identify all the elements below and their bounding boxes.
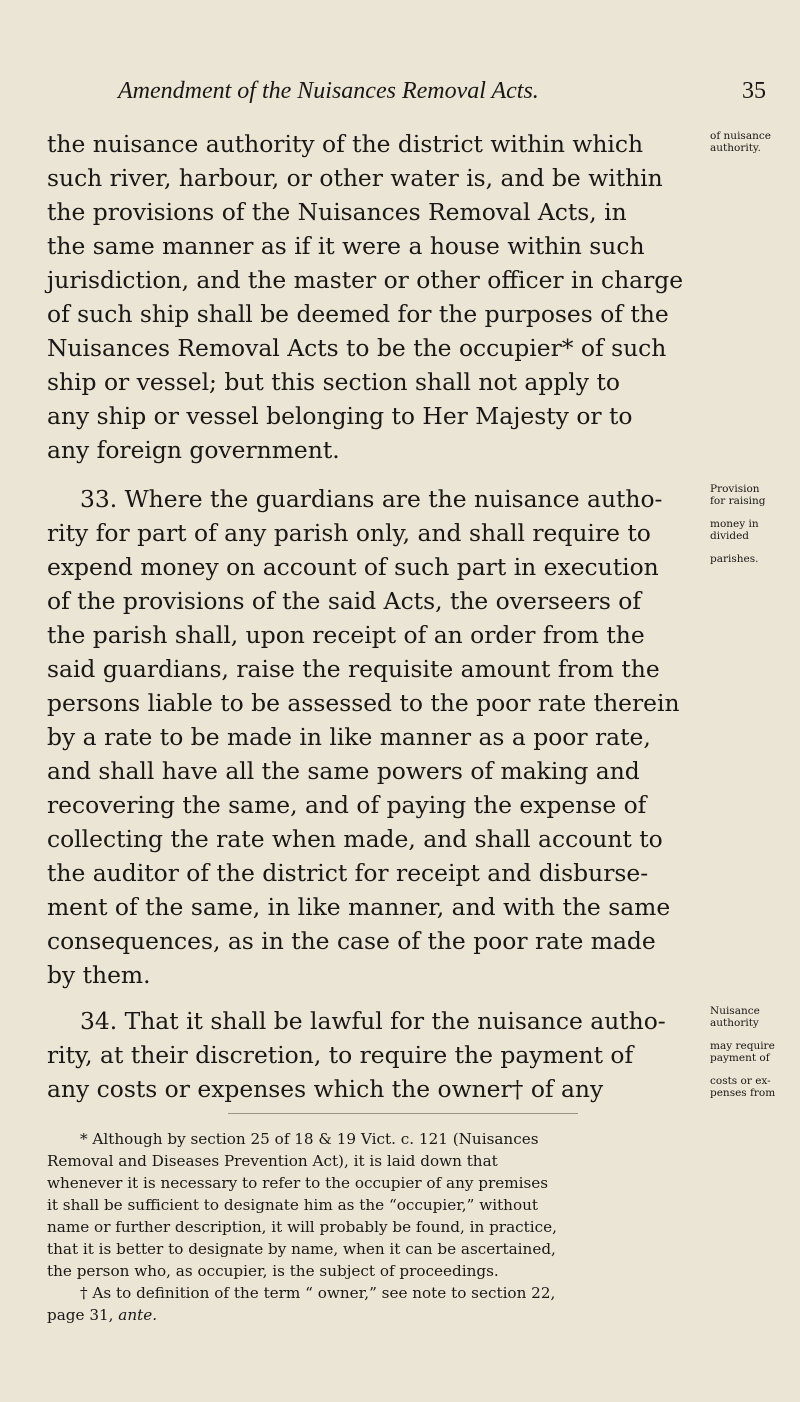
body-line: collecting the rate when made, and shall account to [47,825,663,853]
margin-note: costs or ex- [710,1075,771,1087]
body-line: the parish shall, upon receipt of an order from the [47,621,645,649]
body-line: of such ship shall be deemed for the purposes of the [47,300,669,328]
body-line: expend money on account of such part in execution [47,553,659,581]
body-line: by a rate to be made in like manner as a poor rate, [47,723,651,751]
body-line: the provisions of the Nuisances Removal Acts, in [47,198,627,226]
section-33-start: 33. Where the guardians are the nuisance autho- [80,485,663,513]
body-line: recovering the same, and of paying the expense of [47,791,647,819]
body-line: any costs or expenses which the owner† of any [47,1075,604,1103]
footnote-line: Removal and Diseases Prevention Act), it is laid down that [47,1152,498,1170]
body-line: such river, harbour, or other water is, and be within [47,164,663,192]
margin-note: Nuisance [710,1005,760,1017]
running-header [0,78,800,112]
margin-note: payment of [710,1052,770,1064]
margin-note: of nuisance [710,130,771,142]
body-line: any ship or vessel belonging to Her Majesty or to [47,402,633,430]
margin-note: Provision [710,483,760,495]
body-line: by them. [47,961,151,989]
margin-note: parishes. [710,553,759,565]
footnote-line: that it is better to designate by name, when it can be ascertained, [47,1240,556,1258]
body-line: the nuisance authority of the district within which [47,130,644,158]
footnote-line: name or further description, it will probably be found, in practice, [47,1218,557,1236]
body-line: jurisdiction, and the master or other officer in charge [47,266,684,294]
footnote-line: * Although by section 25 of 18 & 19 Vict. c. 121 (Nuisances [80,1130,539,1148]
footnote-italic-text: ante. [118,1306,158,1324]
footnote-line: it shall be sufficient to designate him as the “occupier,” without [47,1196,538,1214]
margin-note: penses from [710,1087,776,1099]
margin-note: authority [710,1017,759,1029]
margin-note: divided [710,530,750,542]
body-line: Nuisances Removal Acts to be the occupier* of such [47,334,667,362]
body-line: rity for part of any parish only, and shall require to [47,519,651,547]
body-line: ship or vessel; but this section shall not apply to [47,368,620,396]
body-line: ment of the same, in like manner, and with the same [47,893,671,921]
body-line: and shall have all the same powers of making and [47,757,640,785]
margin-note: authority. [710,142,761,154]
body-line: the auditor of the district for receipt and disburse- [47,859,649,887]
margin-note: money in [710,518,759,530]
footnote-line: the person who, as occupier, is the subject of proceedings. [47,1262,499,1280]
footnote-line: whenever it is necessary to refer to the occupier of any premises [47,1174,549,1192]
margin-note: may require [710,1040,775,1052]
footnote-line: † As to definition of the term “ owner,” see note to section 22, [80,1284,556,1302]
body-line: persons liable to be assessed to the poor rate therein [47,689,680,717]
footnote-last-line [47,1304,157,1326]
section-34-start: 34. That it shall be lawful for the nuisance autho- [80,1007,666,1035]
running-title: Amendment of the Nuisances Removal Acts. [118,78,539,104]
body-line: said guardians, raise the requisite amount from the [47,655,660,683]
margin-note: for raising [710,495,766,507]
body-line: rity, at their discretion, to require the payment of [47,1041,634,1069]
body-line: consequences, as in the case of the poor rate made [47,927,656,955]
footnote-divider [228,1113,578,1114]
body-line: the same manner as if it were a house within such [47,232,645,260]
footnote-text: page 31, [47,1306,114,1324]
body-line: any foreign government. [47,436,340,464]
page-number: 35 [742,78,766,104]
body-line: of the provisions of the said Acts, the overseers of [47,587,642,615]
